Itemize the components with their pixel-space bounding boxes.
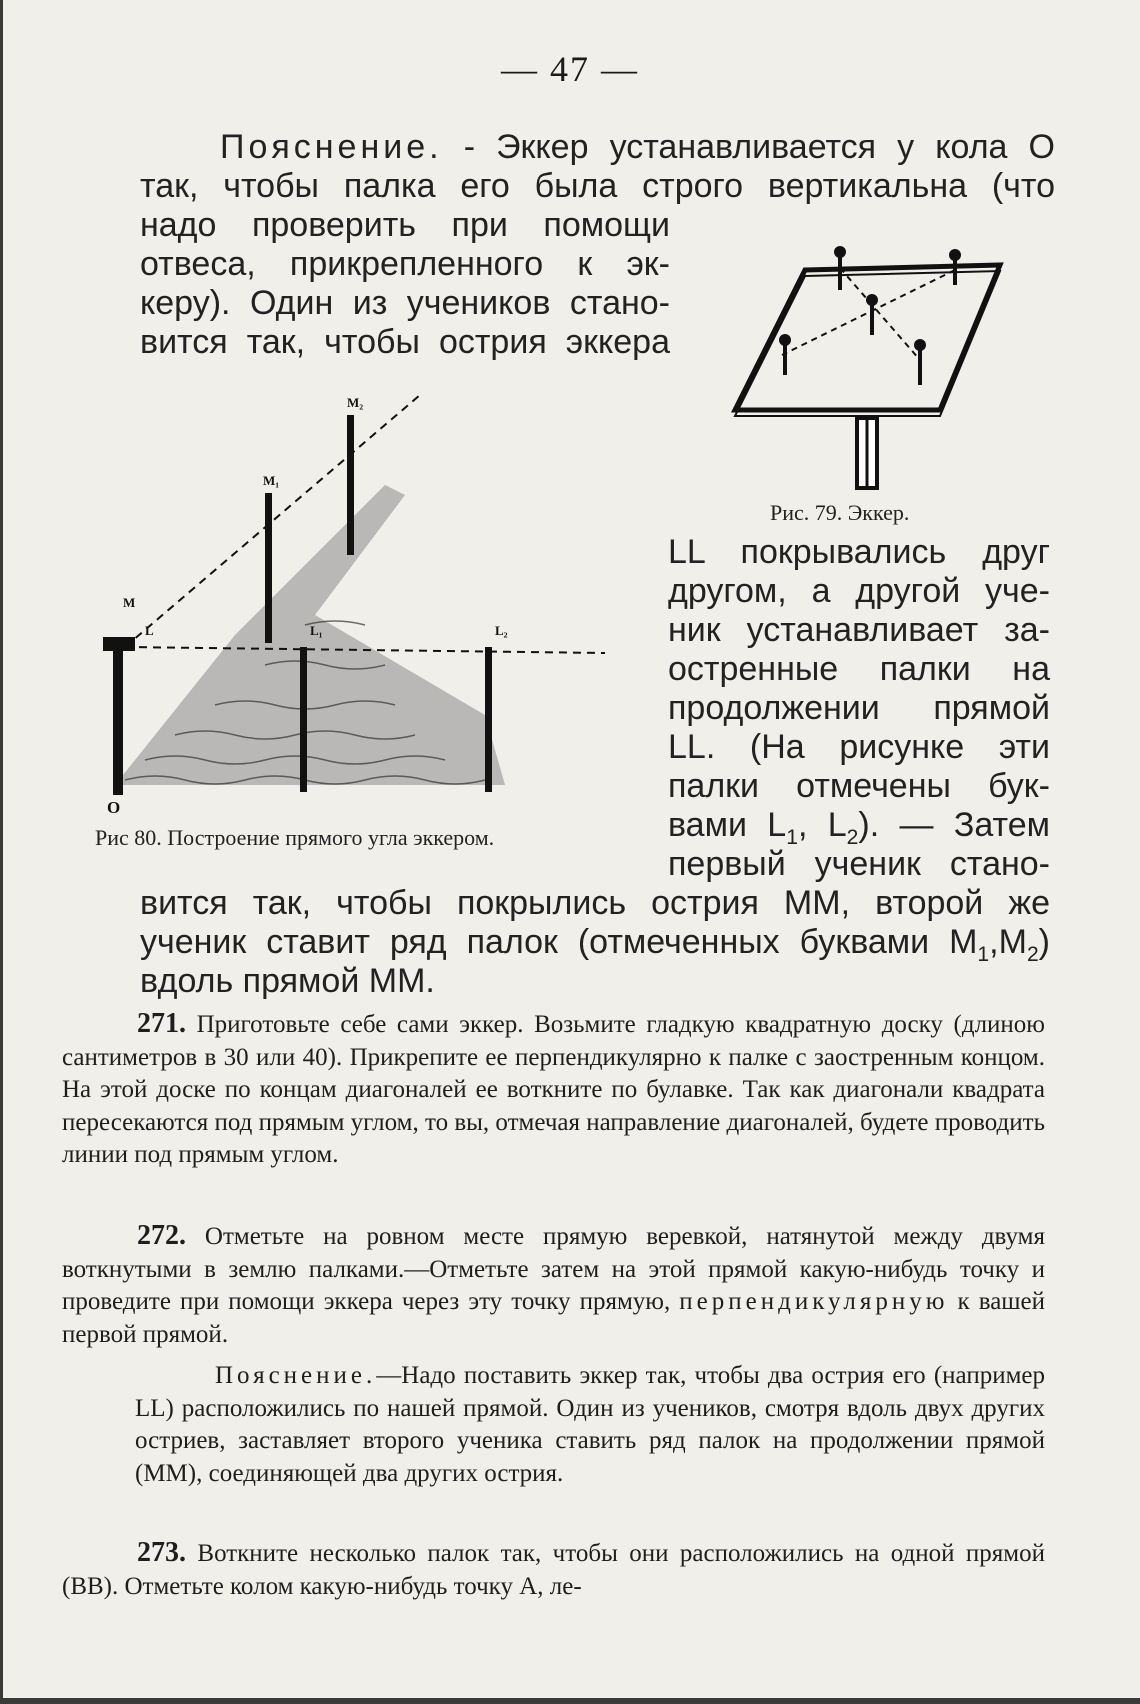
label-M1: M₁ bbox=[263, 473, 280, 488]
intro-label: Пояснение. bbox=[220, 128, 443, 166]
task-273-number: 273. bbox=[137, 1537, 186, 1568]
figure-79-caption: Рис. 79. Эккер. bbox=[770, 500, 910, 525]
after-line-3: вдоль прямой MM. bbox=[140, 962, 435, 1000]
task-272-emphasis: перпендикулярную bbox=[679, 1288, 949, 1315]
ekker-board-edge bbox=[735, 271, 1000, 416]
task-273 bbox=[62, 1537, 1045, 1603]
stake-O bbox=[113, 647, 123, 795]
right-line-6: LL. (На рисунке эти bbox=[668, 728, 1050, 766]
label-O: O bbox=[107, 798, 121, 815]
intro-line-4: отвеса, прикрепленного к эк- bbox=[140, 245, 670, 283]
right-line-4: остренные палки на bbox=[668, 650, 1050, 688]
after-line-1: вится так, чтобы покрылись острия MM, второй же bbox=[140, 884, 1050, 922]
right-line-7: палки отмечены бук- bbox=[668, 767, 1050, 805]
right-line-8: вами $L_1$, $L_2$). — Затем bbox=[668, 806, 1050, 849]
task-272-number: 272. bbox=[137, 1220, 186, 1251]
figure-79-ekker bbox=[720, 240, 1020, 490]
right-line-1: LL покрывались друг bbox=[668, 533, 1050, 571]
ekker-pin-heads bbox=[779, 246, 961, 351]
note-272-text: —Надо поставить эккер так, чтобы два острия его (например LL) расположились по нашей прямой. Один из учеников, смотря вдоль двух других остриев, заставляет второго ученика ставить ряд палок на продолжении прямой (MM), соединяющей два других острия. bbox=[135, 1362, 1045, 1487]
stake-M2 bbox=[347, 415, 354, 555]
intro-line-3: надо проверить при помощи bbox=[140, 206, 670, 244]
label-L: L bbox=[145, 623, 154, 638]
intro-line1-text: - Эккер устанавливается у кола O bbox=[463, 128, 1055, 166]
page-number: — 47 — bbox=[501, 49, 639, 89]
label-L2: L₂ bbox=[495, 623, 508, 638]
intro-line-5: керу). Один из учеников стано- bbox=[140, 284, 670, 322]
stake-M1 bbox=[265, 493, 272, 643]
label-L1: L₁ bbox=[310, 623, 323, 638]
ekker-diagonal-1 bbox=[840, 268, 920, 360]
label-M: M bbox=[123, 595, 136, 610]
after-line-2: ученик ставит ряд палок (отмеченных буквами $M_1,M_2$) bbox=[140, 923, 1050, 966]
note-272-label: Пояснение. bbox=[215, 1362, 377, 1389]
task-272: 272. Отметьте на ровном месте прямую веревкой, натянутой между двумя воткнутыми в землю палками.—Отметьте затем на этой прямой какую-нибудь точку и проведите при помощи эккера через эту точку прямую, перпендикулярную к вашей первой прямой. bbox=[62, 1220, 1046, 1348]
task-273-text: Воткните несколько палок так, чтобы они расположились на одной прямой (BB). Отметьте колом какую-нибудь точку A, ле- bbox=[62, 1540, 1045, 1600]
ekker-diagonal-2 bbox=[782, 270, 955, 355]
right-line-2: другом, а другой уче- bbox=[668, 572, 1050, 610]
label-M2: M₂ bbox=[347, 395, 364, 410]
task-271-text: Приготовьте себе сами эккер. Возьмите гладкую квадратную доску (длиною сантиметров в 30 или 40). Прикрепите ее перпендикулярно к палке с заостренным концом. На этой доске по концам диагоналей ее воткните по булавке. Так как диагонали квадрата пересекаются под прямым углом, то вы, отмечая направление диагоналей, будете проводить линии под прямым углом. bbox=[62, 1011, 1045, 1168]
scan-edge-bottom bbox=[0, 1698, 1140, 1704]
task-271 bbox=[62, 1008, 1045, 1172]
stake-L1 bbox=[300, 647, 307, 792]
intro-line-1 bbox=[140, 128, 1055, 167]
right-line-5: продолжении прямой bbox=[668, 689, 1050, 727]
intro-line-6: вится так, чтобы острия эккера bbox=[140, 323, 670, 361]
intro-line-2: так, чтобы палка его была строго вертикальна (что bbox=[140, 167, 1055, 205]
figure-80-caption: Рис 80. Построение прямого угла эккером. bbox=[95, 825, 495, 850]
ekker-on-stake bbox=[103, 637, 135, 651]
note-272 bbox=[135, 1360, 1045, 1490]
scan-edge-left bbox=[0, 0, 3, 1704]
right-line-3: ник устанавливает за- bbox=[668, 611, 1050, 649]
stake-L2 bbox=[485, 647, 492, 792]
task-271-number: 271. bbox=[137, 1008, 186, 1039]
right-line-9: первый ученик стано- bbox=[668, 845, 1050, 883]
figure-80-right-angle bbox=[85, 385, 615, 815]
